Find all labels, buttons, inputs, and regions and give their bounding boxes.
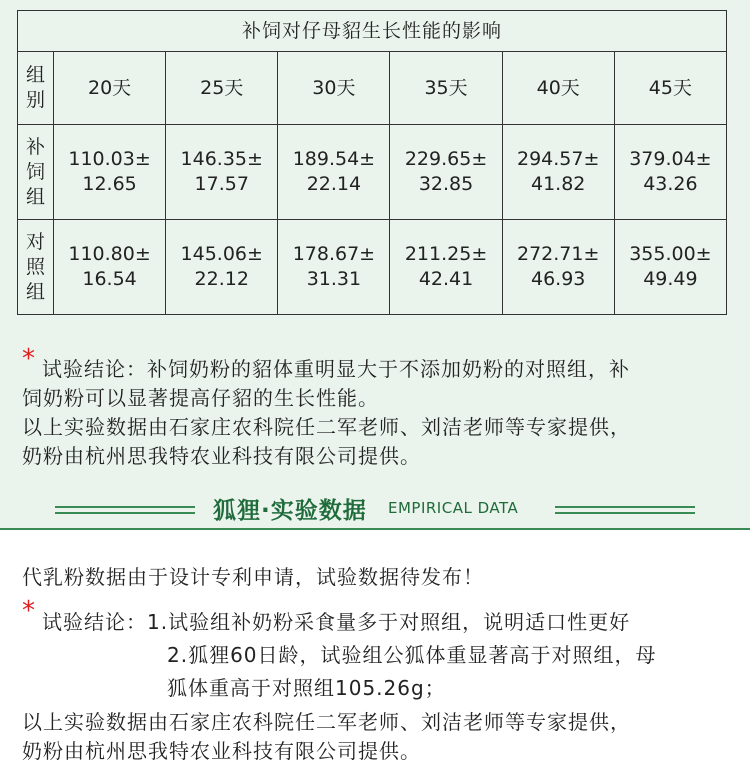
fox-source-note: 以上实验数据由石家庄农科院任二军老师、刘洁老师等专家提供， 奶粉由杭州思我特农业科技有限公司提供。	[22, 710, 631, 763]
table-cell: 211.25± 42.41	[390, 220, 502, 315]
table-cell: 110.03± 12.65	[54, 125, 166, 220]
table-cell: 146.35± 17.57	[166, 125, 278, 220]
divider	[0, 528, 750, 530]
column-header: 20天	[54, 52, 166, 125]
table-cell: 355.00± 49.49	[614, 220, 726, 315]
mink-conclusion: 试验结论：补饲奶粉的貂体重明显大于不添加奶粉的对照组，补 饲奶粉可以显著提高仔貂的生长性能。 以上实验数据由石家庄农科院任二军老师、刘洁老师等专家提供， 奶粉由杭州思我特农业科技有限公司提供。	[22, 357, 631, 468]
table-cell: 110.80± 16.54	[54, 220, 166, 315]
fox-conclusion: 试验结论：1.试验组补奶粉采食量多于对照组，说明适口性更好 2.狐狸60日龄，试验组公狐体重显著高于对照组，母 狐体重高于对照组105.26g；	[42, 610, 657, 700]
column-header: 35天	[390, 52, 502, 125]
column-header: 25天	[166, 52, 278, 125]
table-cell: 229.65± 32.85	[390, 125, 502, 220]
growth-performance-table	[17, 10, 727, 315]
table-cell: 272.71± 46.93	[502, 220, 614, 315]
divider	[555, 512, 695, 514]
group-header: 组 别	[18, 52, 54, 125]
table-cell: 189.54± 22.14	[278, 125, 390, 220]
column-header: 45天	[614, 52, 726, 125]
section-header	[0, 488, 750, 530]
asterisk-icon: *	[22, 596, 35, 626]
table-cell: 178.67± 31.31	[278, 220, 390, 315]
divider	[555, 506, 695, 508]
column-header: 30天	[278, 52, 390, 125]
table-row	[18, 220, 727, 315]
table-cell: 294.57± 41.82	[502, 125, 614, 220]
row-label: 对 照 组	[18, 220, 54, 315]
asterisk-icon: *	[22, 344, 35, 374]
row-label: 补 饲 组	[18, 125, 54, 220]
section-title: 狐狸·实验数据	[213, 498, 367, 524]
table-cell: 379.04± 43.26	[614, 125, 726, 220]
table-cell: 145.06± 22.12	[166, 220, 278, 315]
column-header: 40天	[502, 52, 614, 125]
table-row	[18, 125, 727, 220]
section-subtitle: EMPIRICAL DATA	[388, 499, 519, 517]
divider	[55, 506, 195, 508]
divider	[55, 512, 195, 514]
fox-patent-note: 代乳粉数据由于设计专利申请，试验数据待发布！	[22, 565, 484, 589]
table-title: 补饲对仔母貂生长性能的影响	[18, 11, 727, 52]
